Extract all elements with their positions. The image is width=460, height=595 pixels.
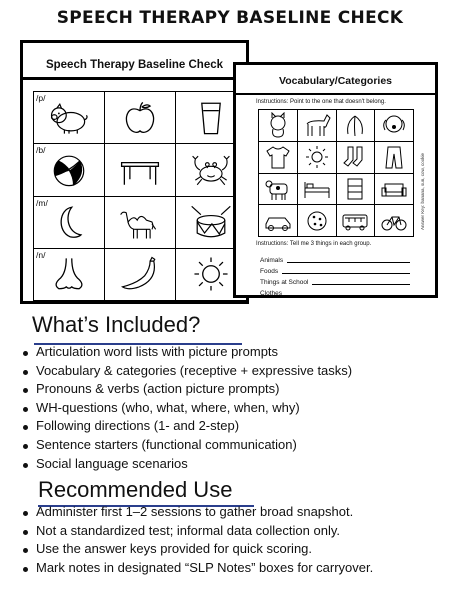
category-groups xyxy=(260,253,410,297)
grid-cell xyxy=(259,142,298,174)
nose-icon xyxy=(46,254,92,294)
bus-icon xyxy=(340,208,370,234)
category-label: Animals xyxy=(260,257,284,264)
odd-one-out-instruction: Instructions: Point to the one that doesn't belong. xyxy=(256,99,386,105)
drum-icon xyxy=(188,202,234,242)
category-row xyxy=(260,253,410,264)
cat-icon xyxy=(263,112,293,138)
list-item: Mark notes in designated “SLP Notes” boxes for carryover. xyxy=(22,559,373,578)
answer-line xyxy=(286,295,410,296)
grid-cell xyxy=(259,174,298,206)
category-row xyxy=(260,264,410,275)
grid-cell xyxy=(105,249,176,301)
crab-icon xyxy=(188,150,234,190)
articulation-worksheet-preview xyxy=(20,40,249,304)
moon-icon xyxy=(46,202,92,242)
included-list xyxy=(22,343,352,473)
included-heading: What’s Included? xyxy=(32,312,201,337)
grid-cell xyxy=(375,142,414,174)
target-sound-label: /b/ xyxy=(36,145,46,156)
sun-icon xyxy=(302,144,332,170)
category-picture-grid xyxy=(258,109,414,237)
couch-icon xyxy=(379,176,409,202)
list-item: Not a standardized test; informal data collection only. xyxy=(22,522,373,541)
articulation-picture-grid xyxy=(33,91,247,301)
table-icon xyxy=(117,150,163,190)
grid-cell xyxy=(375,205,414,237)
pants-icon xyxy=(379,144,409,170)
grid-cell xyxy=(337,110,376,142)
target-sound-label: /m/ xyxy=(36,197,48,208)
category-row xyxy=(260,275,410,286)
grid-cell xyxy=(105,144,176,196)
articulation-worksheet-header xyxy=(23,43,246,80)
list-item: WH-questions (who, what, where, when, why) xyxy=(22,399,352,418)
grid-cell xyxy=(375,174,414,206)
grid-cell xyxy=(375,110,414,142)
grid-cell xyxy=(298,110,337,142)
list-item: Social language scenarios xyxy=(22,455,352,474)
category-row xyxy=(260,286,410,297)
shirt-icon xyxy=(263,144,293,170)
target-sound-label: /n/ xyxy=(36,249,46,260)
answer-line xyxy=(287,262,410,263)
grid-cell xyxy=(105,92,176,144)
list-item: Pronouns & verbs (action picture prompts) xyxy=(22,380,352,399)
recommended-list xyxy=(22,503,373,577)
pig-icon xyxy=(46,98,92,138)
list-item: Administer first 1–2 sessions to gather broad snapshot. xyxy=(22,503,373,522)
recommended-heading: Recommended Use xyxy=(38,477,233,502)
category-label: Things at School xyxy=(260,279,309,286)
grid-cell xyxy=(298,142,337,174)
cup-icon xyxy=(188,98,234,138)
sun-icon xyxy=(188,254,234,294)
page-title: SPEECH THERAPY BASELINE CHECK xyxy=(56,8,404,28)
list-item: Sentence starters (functional communication) xyxy=(22,436,352,455)
category-label: Foods xyxy=(260,268,279,275)
vocabulary-worksheet-preview xyxy=(233,62,438,298)
list-item: Vocabulary & categories (receptive + expressive tasks) xyxy=(22,362,352,381)
banana-icon xyxy=(117,254,163,294)
category-label: Clothes xyxy=(260,290,283,297)
grid-cell xyxy=(34,197,105,249)
grid-cell xyxy=(337,205,376,237)
list-item: Use the answer keys provided for quick scoring. xyxy=(22,540,373,559)
list-item: Articulation word lists with picture prompts xyxy=(22,343,352,362)
list-item: Following directions (1- and 2-step) xyxy=(22,417,352,436)
grid-cell xyxy=(337,174,376,206)
grid-cell xyxy=(337,142,376,174)
car-icon xyxy=(263,208,293,234)
grid-cell xyxy=(298,205,337,237)
bed-icon xyxy=(302,176,332,202)
vocabulary-worksheet-header xyxy=(236,65,435,95)
bicycle-icon xyxy=(379,208,409,234)
grid-cell xyxy=(34,144,105,196)
grid-cell xyxy=(259,110,298,142)
answer-line xyxy=(312,284,410,285)
vocabulary-worksheet-title: Vocabulary/Categories xyxy=(278,75,392,87)
apple-icon xyxy=(117,98,163,138)
articulation-worksheet-title: Speech Therapy Baseline Check xyxy=(45,59,224,71)
grid-cell xyxy=(34,92,105,144)
grid-cell xyxy=(259,205,298,237)
grid-cell xyxy=(298,174,337,206)
cookie-icon xyxy=(302,208,332,234)
answer-line xyxy=(282,273,410,274)
socks-icon xyxy=(340,144,370,170)
grid-cell xyxy=(105,197,176,249)
grid-cell xyxy=(34,249,105,301)
camel-icon xyxy=(117,202,163,242)
banana-icon xyxy=(340,112,370,138)
dresser-icon xyxy=(340,176,370,202)
category-instruction: Instructions: Tell me 3 things in each group. xyxy=(256,241,372,247)
cow-icon xyxy=(263,176,293,202)
horse-icon xyxy=(302,112,332,138)
beach-ball-icon xyxy=(46,150,92,190)
answer-key: Answer Key: banana, sun, cow, cookie xyxy=(420,152,425,230)
target-sound-label: /p/ xyxy=(36,93,46,103)
dog-icon xyxy=(379,112,409,138)
